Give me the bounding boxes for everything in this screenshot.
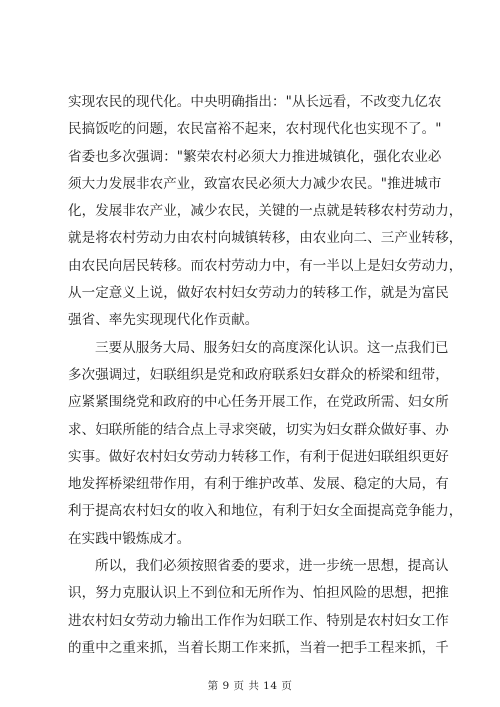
text-line: 化，发展非农产业，减少农民，关键的一点就是转移农村劳动力， xyxy=(68,203,463,220)
text-line: 就是将农村劳动力由农村向城镇转移，由农业向二、三产业转移， xyxy=(68,230,463,247)
document-body xyxy=(68,89,463,662)
text-line: 省委也多次强调："繁荣农村必须大力推进城镇化，强化农业必 xyxy=(68,148,442,165)
text-line: 须大力发展非农产业，致富农民必须大力减少农民。"推进城市 xyxy=(68,175,442,192)
text-line: 求、妇联所能的结合点上寻求突破，切实为妇女群众做好事、办 xyxy=(68,421,449,438)
text-line: 强省、率先实现现代化作贡献。 xyxy=(68,312,259,329)
text-line: 地发挥桥梁纽带作用，有利于维护改革、发展、稳定的大局，有 xyxy=(68,476,449,493)
text-line: 多次强调过，妇联组织是党和政府联系妇女群众的桥梁和纽带， xyxy=(68,366,449,383)
text-line: 应紧紧围绕党和政府的中心任务开展工作，在党政所需、妇女所 xyxy=(68,394,449,411)
page-number-footer: 第 9 页 共 14 页 xyxy=(207,680,293,692)
paragraph-first-line: 所以，我们必须按照省委的要求，进一步统一思想，提高认 xyxy=(95,558,449,575)
text-line: 在实践中锻炼成才。 xyxy=(68,530,191,547)
text-line: 利于提高农村妇女的收入和地位，有利于妇女全面提高竞争能力， xyxy=(68,503,463,520)
text-line: 识，努力克服认识上不到位和无所作为、怕担风险的思想，把推 xyxy=(68,585,449,602)
text-line: 进农村妇女劳动力输出工作作为妇联工作、特别是农村妇女工作 xyxy=(68,612,449,629)
text-line: 的重中之重来抓，当着长期工作来抓，当着一把手工程来抓，千 xyxy=(68,639,449,656)
text-line: 实事。做好农村妇女劳动力转移工作，有利于促进妇联组织更好 xyxy=(68,448,449,465)
text-line: 实现农民的现代化。中央明确指出："从长远看，不改变九亿农 xyxy=(68,94,442,110)
text-line: 从一定意义上说，做好农村妇女劳动力的转移工作，就是为富民 xyxy=(68,285,449,302)
text-line: 民搞饭吃的问题，农民富裕不起来，农村现代化也实现不了。" xyxy=(68,121,442,138)
paragraph-first-line: 三要从服务大局、服务妇女的高度深化认识。这一点我们已 xyxy=(95,339,449,356)
text-line: 由农民向居民转移。而农村劳动力中，有一半以上是妇女劳动力， xyxy=(68,257,463,274)
